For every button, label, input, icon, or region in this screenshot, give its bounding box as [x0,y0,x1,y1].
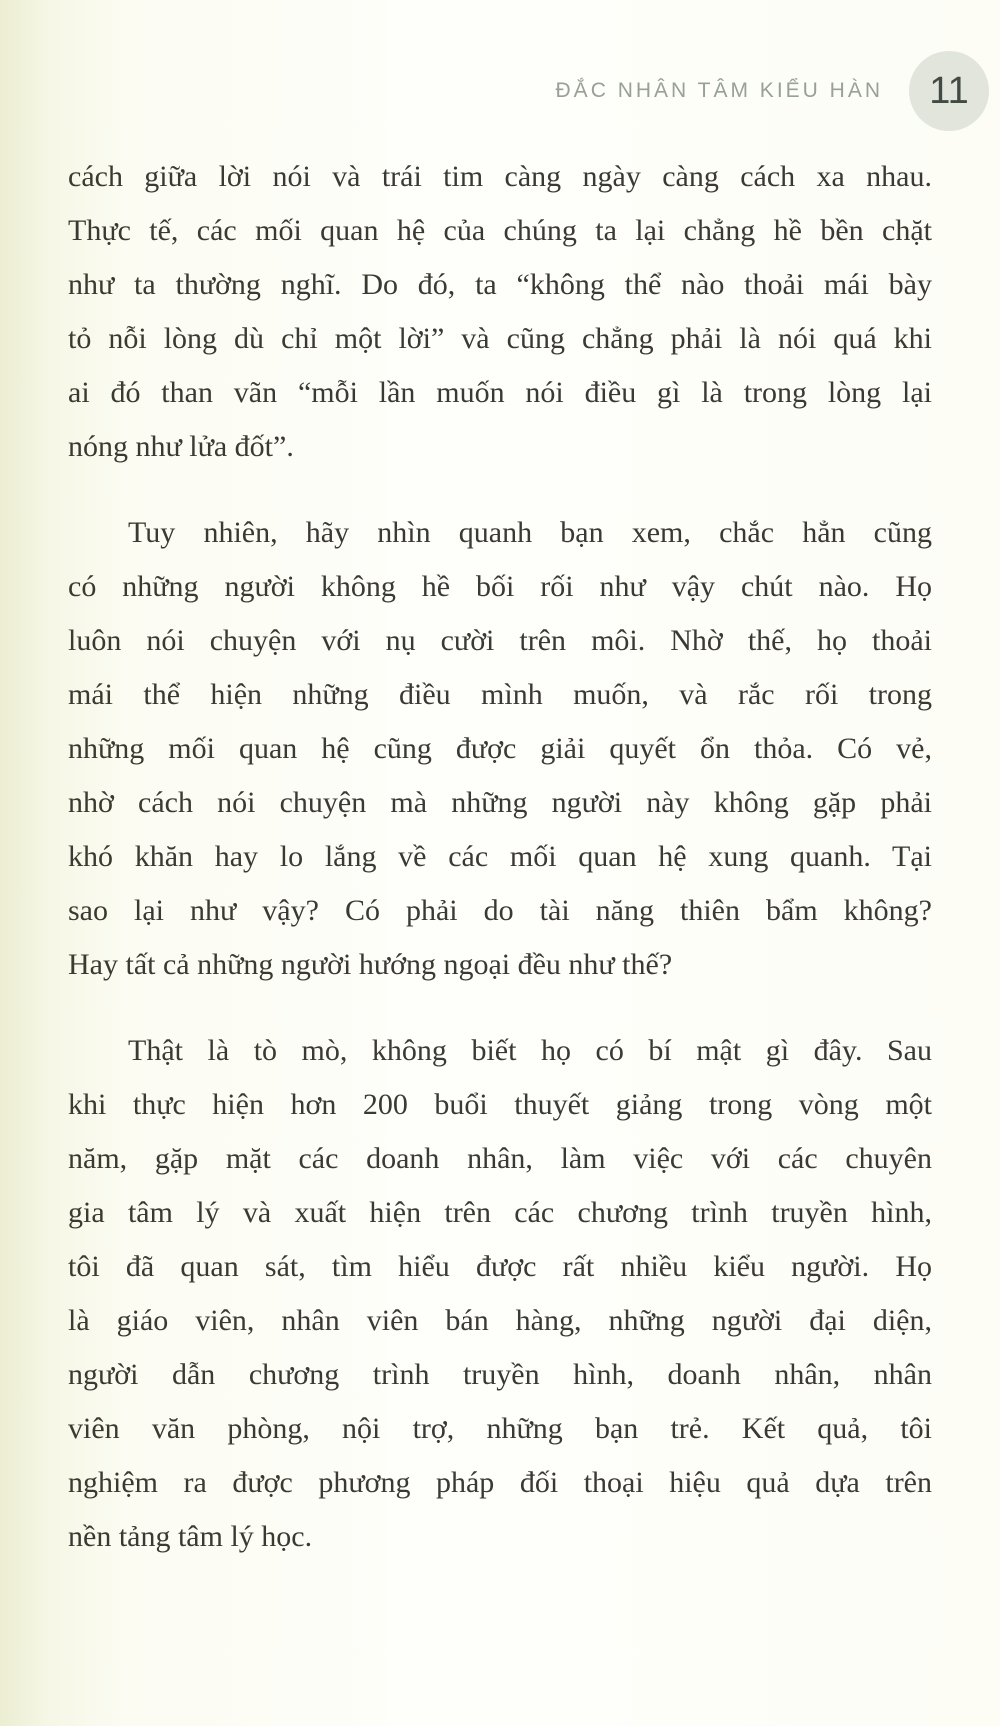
text-line: tôi đã quan sát, tìm hiểu được rất nhiều kiểu người. Họ [68,1250,932,1283]
text-line: Thật là tò mò, không biết họ có bí mật gì đây. Sau [128,1034,932,1067]
text-line: người dẫn chương trình truyền hình, doanh nhân, nhân [68,1358,932,1391]
paragraph [68,150,932,474]
text-line: năm, gặp mặt các doanh nhân, làm việc với các chuyên [68,1142,932,1175]
text-line: cách giữa lời nói và trái tim càng ngày càng cách xa nhau. [68,160,932,193]
text-line: nhờ cách nói chuyện mà những người này không gặp phải [68,786,932,819]
text-line: là giáo viên, nhân viên bán hàng, những người đại diện, [68,1304,932,1337]
running-head-title: ĐẮC NHÂN TÂM KIỂU HÀN [555,79,883,102]
body-text [68,150,932,1564]
text-line: Thực tế, các mối quan hệ của chúng ta lại chẳng hề bền chặt [68,214,932,247]
text-line: nền tảng tâm lý học. [68,1520,313,1553]
text-line: khó khăn hay lo lắng về các mối quan hệ xung quanh. Tại [68,840,932,873]
page-number-circle [909,51,989,131]
text-line: nghiệm ra được phương pháp đối thoại hiệu quả dựa trên [68,1466,932,1499]
text-line: nóng như lửa đốt”. [68,430,294,463]
paragraph [68,506,932,992]
page-header [0,50,1000,132]
paragraph [68,1024,932,1564]
text-line: tỏ nỗi lòng dù chỉ một lời” và cũng chẳng phải là nói quá khi [68,322,932,355]
text-line: ai đó than vãn “mỗi lần muốn nói điều gì là trong lòng lại [68,376,932,409]
text-line: sao lại như vậy? Có phải do tài năng thiên bẩm không? [68,894,932,927]
text-line: có những người không hề bối rối như vậy chút nào. Họ [68,570,932,603]
text-line: viên văn phòng, nội trợ, những bạn trẻ. Kết quả, tôi [68,1412,932,1445]
text-line: mái thể hiện những điều mình muốn, và rắc rối trong [68,678,932,711]
text-line: gia tâm lý và xuất hiện trên các chương trình truyền hình, [68,1196,932,1229]
text-line: Hay tất cả những người hướng ngoại đều như thế? [68,948,673,981]
page-number: 11 [929,70,969,112]
text-line: khi thực hiện hơn 200 buổi thuyết giảng trong vòng một [68,1088,932,1121]
text-line: Tuy nhiên, hãy nhìn quanh bạn xem, chắc hẳn cũng [128,516,932,549]
text-line: luôn nói chuyện với nụ cười trên môi. Nhờ thế, họ thoải [68,624,932,657]
text-line: như ta thường nghĩ. Do đó, ta “không thể nào thoải mái bày [68,268,932,301]
text-line: những mối quan hệ cũng được giải quyết ổn thỏa. Có vẻ, [68,732,932,765]
